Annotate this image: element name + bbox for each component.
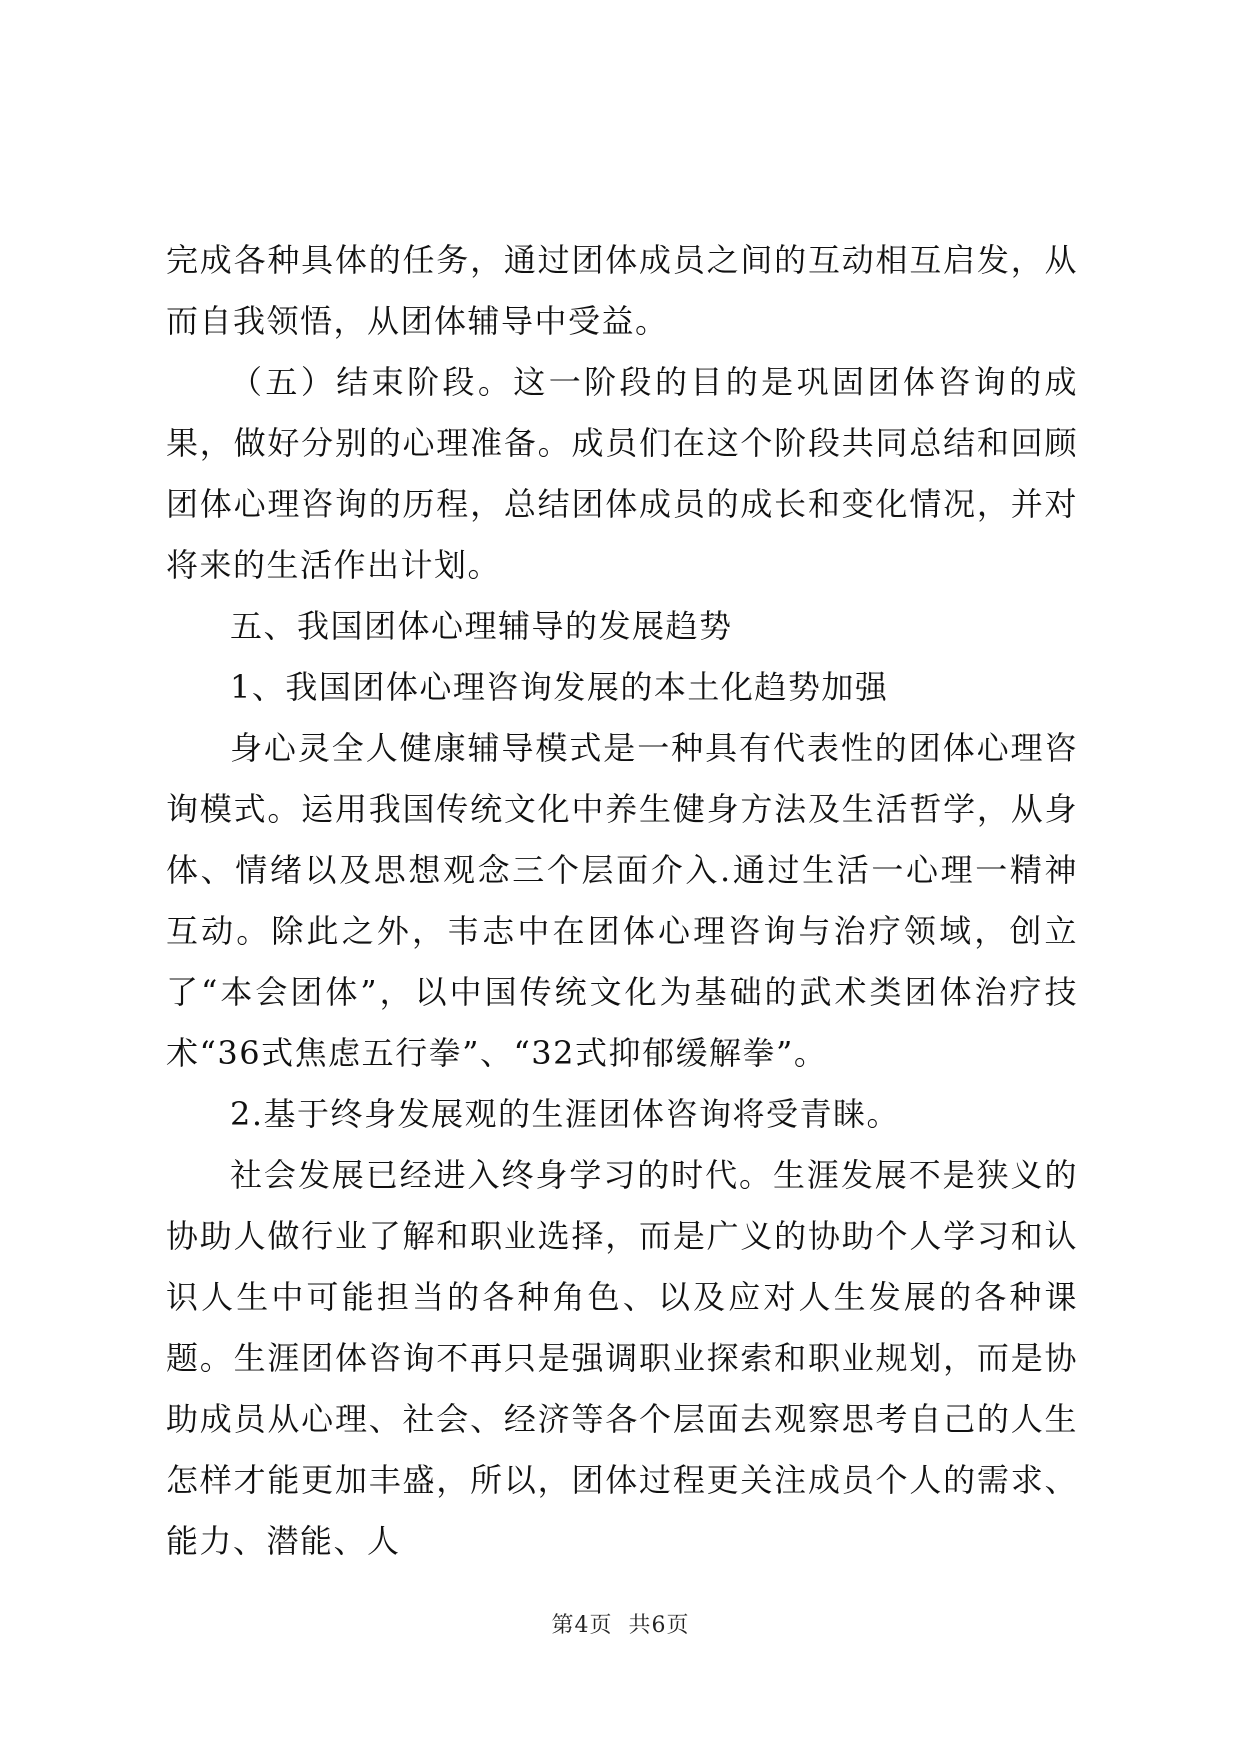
paragraph-holistic-model: 身心灵全人健康辅导模式是一种具有代表性的团体心理咨询模式。运用我国传统文化中养生健身方法及生活哲学，从身体、情绪以及思想观念三个层面介入.通过生活一心理一精神互动。除此之外，韦志中在团体心理咨询与治疗领域，创立了“本会团体”，以中国传统文化为基础的武术类团体治疗技术“36式焦虑五行拳”、“32式抑郁缓解拳”。 bbox=[166, 729, 1078, 1072]
page-number: 第4页 bbox=[551, 1613, 613, 1638]
page-footer bbox=[0, 1611, 1241, 1641]
page-total: 共6页 bbox=[628, 1613, 690, 1638]
body-text bbox=[166, 230, 1078, 1572]
paragraph-lifelong-learning: 社会发展已经进入终身学习的时代。生涯发展不是狭义的协助人做行业了解和职业选择，而是广义的协助个人学习和认识人生中可能担当的各种角色、以及应对人生发展的各种课题。生涯团体咨询不再只是强调职业探索和职业规划，而是协助成员从心理、社会、经济等各个层面去观察思考自己的人生怎样才能更加丰盛，所以，团体过程更关注成员个人的需求、能力、潜能、人 bbox=[166, 1156, 1078, 1560]
section-heading-trends: 五、我国团体心理辅导的发展趋势 bbox=[230, 607, 733, 645]
paragraph-continuation: 完成各种具体的任务，通过团体成员之间的互动相互启发，从而自我领悟，从团体辅导中受益。 bbox=[166, 241, 1078, 340]
subheading-career-counseling: 2.基于终身发展观的生涯团体咨询将受青睐。 bbox=[230, 1095, 901, 1133]
paragraph-closing-stage: （五）结束阶段。这一阶段的目的是巩固团体咨询的成果，做好分别的心理准备。成员们在这个阶段共同总结和回顾团体心理咨询的历程，总结团体成员的成长和变化情况，并对将来的生活作出计划。 bbox=[166, 363, 1078, 584]
subheading-localization: 1、我国团体心理咨询发展的本土化趋势加强 bbox=[230, 668, 889, 706]
